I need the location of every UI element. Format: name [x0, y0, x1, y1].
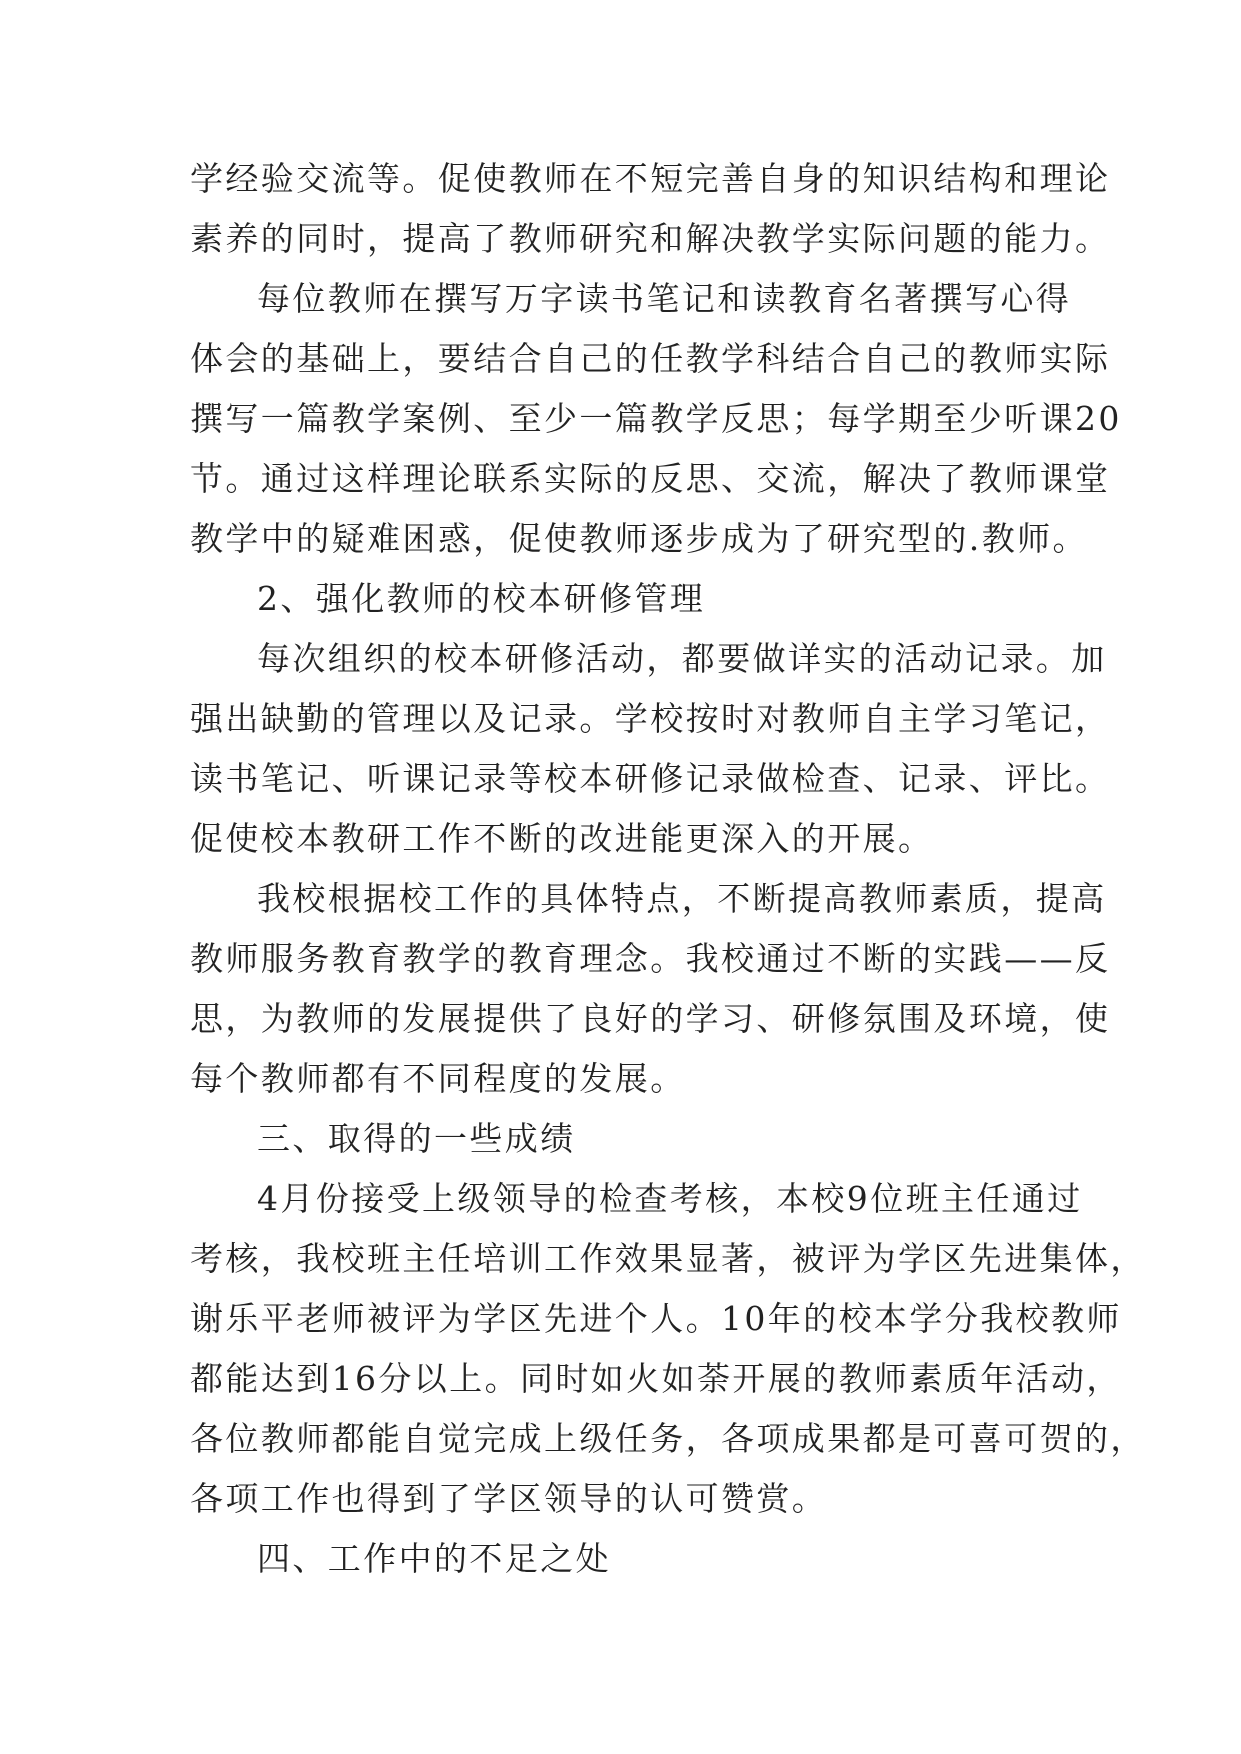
- text-line: 各位教师都能自觉完成上级任务，各项成果都是可喜可贺的，: [190, 1419, 1146, 1458]
- text-line: 素养的同时，提高了教师研究和解决教学实际问题的能力。: [190, 219, 1111, 258]
- text-line: 都能达到16分以上。同时如火如荼开展的教师素质年活动，: [190, 1359, 1122, 1398]
- text-line: 节。通过这样理论联系实际的反思、交流，解决了教师课堂: [190, 459, 1111, 498]
- text-line: 撰写一篇教学案例、至少一篇教学反思；每学期至少听课20: [190, 399, 1122, 438]
- paragraph-start-line: 每次组织的校本研修活动，都要做详实的活动记录。加: [257, 639, 1107, 678]
- text-line: 教师服务教育教学的教育理念。我校通过不断的实践——反: [190, 939, 1111, 978]
- paragraph-start-line: 4月份接受上级领导的检查考核，本校9位班主任通过: [257, 1179, 1083, 1218]
- text-line: 体会的基础上，要结合自己的任教学科结合自己的教师实际: [190, 339, 1111, 378]
- text-line: 谢乐平老师被评为学区先进个人。10年的校本学分我校教师: [190, 1299, 1122, 1338]
- text-line: 促使校本教研工作不断的改进能更深入的开展。: [190, 819, 934, 858]
- section-heading: 2、强化教师的校本研修管理: [257, 579, 706, 618]
- text-line: 学经验交流等。促使教师在不短完善自身的知识结构和理论: [190, 159, 1111, 198]
- paragraph-start-line: 每位教师在撰写万字读书笔记和读教育名著撰写心得: [257, 279, 1072, 318]
- text-line: 教学中的疑难困惑，促使教师逐步成为了研究型的.教师。: [190, 519, 1088, 558]
- text-line: 思，为教师的发展提供了良好的学习、研修氛围及环境，使: [190, 999, 1111, 1038]
- text-line: 强出缺勤的管理以及记录。学校按时对教师自主学习笔记，: [190, 699, 1111, 738]
- section-heading: 三、取得的一些成绩: [257, 1119, 576, 1158]
- paragraph-start-line: 我校根据校工作的具体特点，不断提高教师素质，提高: [257, 879, 1107, 918]
- text-line: 考核，我校班主任培训工作效果显著，被评为学区先进集体，: [190, 1239, 1146, 1278]
- text-line: 读书笔记、听课记录等校本研修记录做检查、记录、评比。: [190, 759, 1111, 798]
- text-line: 每个教师都有不同程度的发展。: [190, 1059, 686, 1098]
- text-line: 各项工作也得到了学区领导的认可赞赏。: [190, 1479, 828, 1518]
- section-heading: 四、工作中的不足之处: [257, 1539, 611, 1578]
